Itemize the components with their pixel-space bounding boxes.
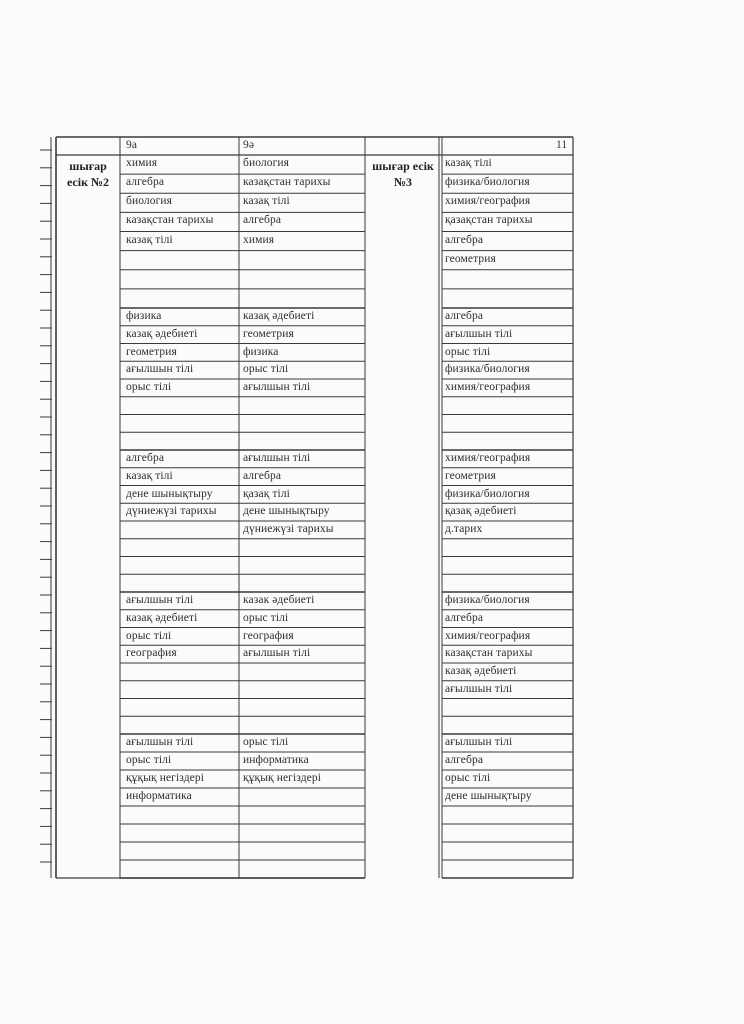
lesson-cell: казақ әдебиеті	[126, 611, 198, 624]
lesson-cell: дүниежүзі тарихы	[243, 523, 334, 535]
lesson-cell: физика/биология	[445, 594, 530, 606]
lesson-cell: орыс тілі	[126, 629, 172, 642]
lesson-cell: ағылшын тілі	[243, 452, 311, 464]
lesson-cell: қазақ әдебиеті	[445, 505, 517, 518]
lesson-cell: алгебра	[126, 452, 165, 464]
header-9e: 9ә	[243, 139, 255, 151]
lesson-cell: химия/география	[445, 381, 531, 393]
exit-2-line-2: есік №2	[66, 175, 110, 189]
lesson-cell: казақ әдебиеті	[243, 310, 315, 322]
header-11: 11	[556, 139, 568, 151]
lesson-cell: химия	[243, 233, 275, 246]
lesson-cell: физика/биология	[445, 363, 530, 376]
lesson-cell: қазақ тілі	[243, 487, 290, 500]
exit-3-label	[366, 158, 440, 190]
lesson-cell: биология	[126, 195, 173, 208]
lesson-cell: орыс тілі	[445, 772, 491, 784]
exit-3-line-2: №3	[393, 175, 413, 189]
lesson-cell: ағылшын тілі	[445, 736, 513, 748]
lesson-cell: дене шынықтыру	[243, 505, 330, 518]
lesson-cell: алгебра	[243, 469, 282, 482]
lesson-cell: алгебра	[445, 233, 484, 246]
lesson-cell: казақ тілі	[126, 469, 173, 482]
lesson-cell: алгебра	[243, 214, 282, 227]
lesson-cell: ағылшын тілі	[243, 381, 311, 393]
lesson-cell: орыс тілі	[243, 736, 289, 748]
lesson-cell: ағылшын тілі	[126, 363, 194, 376]
lesson-cell: құқық негіздері	[126, 772, 205, 784]
lesson-cell: казақстан тарихы	[243, 176, 331, 189]
lesson-cell: дене шынықтыру	[126, 487, 213, 500]
lesson-cell: орыс тілі	[126, 381, 172, 393]
lesson-cell: д.тарих	[445, 523, 483, 535]
lesson-cell: химия/география	[445, 195, 531, 208]
lesson-cell: орыс тілі	[243, 611, 289, 624]
lesson-cell: алгебра	[126, 176, 165, 189]
lesson-cell: ағылшын тілі	[126, 736, 194, 748]
lesson-cell: казак әдебиеті	[243, 594, 315, 606]
lesson-cell: казақстан тарихы	[126, 214, 214, 227]
lesson-cell: дүниежүзі тарихы	[126, 505, 217, 518]
lesson-cell: ағылшын тілі	[445, 327, 513, 340]
lesson-cell: геометрия	[243, 327, 294, 340]
lesson-cell: химия/география	[445, 452, 531, 464]
lesson-cell: алгебра	[445, 611, 484, 624]
lesson-cell: физика	[126, 310, 162, 322]
lesson-cell: орыс тілі	[243, 363, 289, 376]
lesson-cell: информатика	[243, 754, 309, 766]
lesson-cell: ағылшын тілі	[126, 594, 194, 606]
lesson-cell: география	[126, 647, 177, 660]
lesson-cell: орыс тілі	[126, 754, 172, 766]
lesson-cell: ағылшын тілі	[445, 682, 513, 695]
lesson-cell: ағылшын тілі	[243, 647, 311, 660]
lesson-cell: дене шынықтыру	[445, 790, 532, 802]
lesson-cell: химия/география	[445, 629, 531, 642]
lesson-cell: казақ әдебиеті	[445, 665, 517, 677]
lesson-cell: физика/биология	[445, 176, 530, 189]
lesson-cell: физика	[243, 345, 279, 358]
lesson-cell: география	[243, 629, 294, 642]
lesson-cell: биология	[243, 157, 290, 169]
lesson-cell: алгебра	[445, 310, 484, 322]
lesson-cell: орыс тілі	[445, 345, 491, 358]
exit-3-line-1: шығар есік	[372, 159, 434, 173]
lesson-cell: геометрия	[126, 345, 177, 358]
lesson-cell: информатика	[126, 790, 192, 802]
lesson-cell: қазақстан тарихы	[445, 214, 533, 227]
exit-2-line-1: шығар	[69, 159, 107, 173]
lesson-cell: геометрия	[445, 252, 496, 265]
lesson-cell: алгебра	[445, 754, 484, 766]
lesson-cell: химия	[126, 157, 158, 169]
header-9a: 9а	[126, 139, 138, 151]
lesson-cell: казақстан тарихы	[445, 647, 533, 660]
lesson-cell: геометрия	[445, 469, 496, 482]
lesson-cell: физика/биология	[445, 487, 530, 500]
lesson-cell: казақ тілі	[243, 195, 290, 208]
lesson-cell: құқық негіздері	[243, 772, 322, 784]
lesson-cell: казақ тілі	[126, 233, 173, 246]
exit-2-label	[58, 158, 118, 190]
lesson-cell: казақ тілі	[445, 157, 492, 169]
lesson-cell: казақ әдебиеті	[126, 327, 198, 340]
